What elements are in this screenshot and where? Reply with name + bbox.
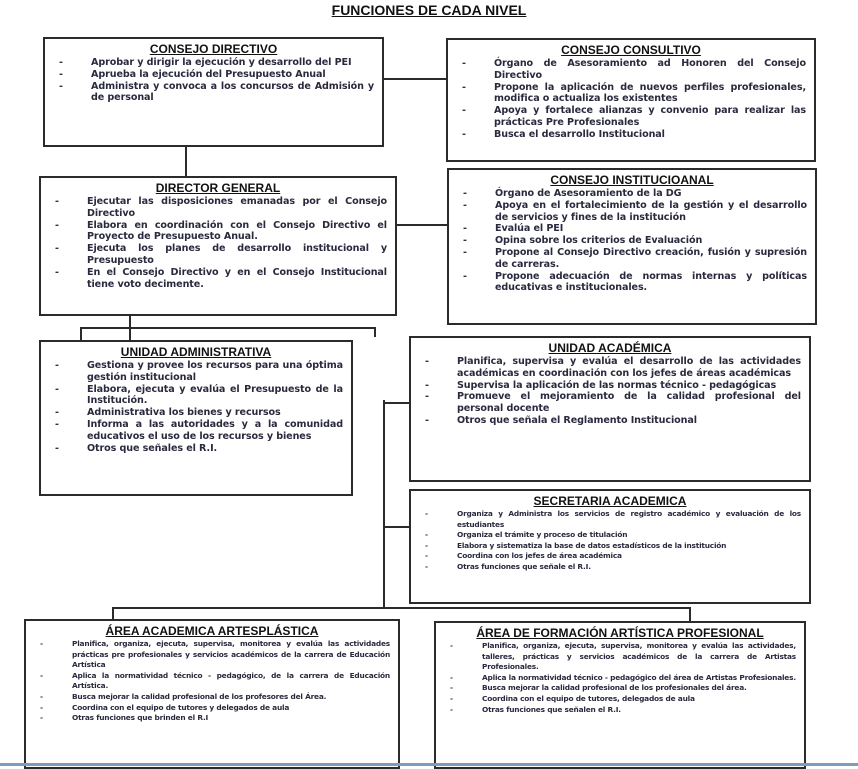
- connector-spine-uac: [383, 402, 409, 404]
- list-item: - Organiza y Administra los servicios de registro académico y evaluación de los estudiantes: [419, 509, 801, 530]
- connector-units-horizontal-2: [80, 327, 376, 329]
- list-item: - Opina sobre los criterios de Evaluación: [457, 235, 807, 247]
- area-formacion-artistica-box: [434, 621, 806, 769]
- list-item: - Elabora en coordinación con el Consejo Directivo el Proyecto de Presupuesto Anual.: [49, 220, 387, 244]
- list-item: - Elabora y sistematiza la base de datos estadísticos de la institución: [419, 541, 801, 552]
- list-item: - Otras funciones que señale el R.I.: [419, 562, 801, 573]
- list-item: - Supervisa la aplicación de las normas técnico - pedagógicas: [419, 380, 801, 392]
- connector-areas-horizontal: [112, 607, 690, 609]
- list-item: - Aplica la normatividad técnico - pedagógico del área de Artistas Profesionales.: [444, 673, 796, 684]
- list-item: - Coordina con el equipo de tutores y delegados de aula: [34, 703, 390, 714]
- unidad-administrativa-title: UNIDAD ADMINISTRATIVA: [120, 345, 272, 359]
- consejo-directivo-box: [43, 37, 384, 147]
- list-item: - Busca mejorar la calidad profesional de los profesionales del área.: [444, 683, 796, 694]
- list-item: - Aplica la normatividad técnico - pedagógico, de la carrera de Educación Artística.: [34, 671, 390, 692]
- list-item: - Propone la aplicación de nuevos perfiles profesionales, modifica o actualiza los existentes: [456, 82, 806, 106]
- director-general-title: DIRECTOR GENERAL: [155, 181, 281, 195]
- list-item: - Elabora, ejecuta y evalúa el Presupuesto de la Institución.: [49, 384, 343, 408]
- consejo-consultivo-box: [446, 38, 816, 162]
- area-artesplastica-title: ÁREA ACADEMICA ARTESPLÁSTICA: [105, 624, 319, 638]
- list-item: - Organiza el trámite y proceso de titulación: [419, 530, 801, 541]
- consejo-consultivo-title: CONSEJO CONSULTIVO: [561, 43, 701, 57]
- connector-dg-ci: [395, 224, 448, 226]
- list-item: - Informa a las autoridades y a la comunidad educativos el uso de los recursos y bienes: [49, 419, 343, 443]
- consejo-directivo-title: CONSEJO DIRECTIVO: [149, 42, 278, 56]
- connector-academic-spine: [383, 400, 385, 608]
- list-item: - Planifica, supervisa y evalúa el desarrollo de las actividades académicas en coordinación con los jefes de áreas académicas: [419, 356, 801, 380]
- secretaria-academica-title: SECRETARIA ACADEMICA: [533, 494, 687, 508]
- consejo-institucional-box: [447, 168, 817, 325]
- secretaria-academica-box: [409, 489, 811, 604]
- list-item: - Ejecuta los planes de desarrollo institucional y Presupuesto: [49, 243, 387, 267]
- list-item: - Planifica, organiza, ejecuta, supervisa, monitorea y evalúa las actividades prácticas pre profesionales y servicios académicos de la carrera de Educación Artística: [34, 639, 390, 671]
- list-item: - Otras funciones que brinden el R.I: [34, 713, 390, 724]
- area-formacion-artistica-title: ÁREA DE FORMACIÓN ARTÍSTICA PROFESIONAL: [476, 626, 764, 640]
- list-item: - Otras funciones que señalen el R.I.: [444, 705, 796, 716]
- list-item: - Ejecutar las disposiciones emanadas por el Consejo Directivo: [49, 196, 387, 220]
- list-item: - Propone al Consejo Directivo creación, fusión y supresión de carreras.: [457, 247, 807, 271]
- list-item: - Evalúa el PEI: [457, 223, 807, 235]
- list-item: - Órgano de Asesoramiento de la DG: [457, 188, 807, 200]
- list-item: - Apoya y fortalece alianzas y convenio para realizar las prácticas Pre Profesionales: [456, 105, 806, 129]
- page-title: FUNCIONES DE CADA NIVEL: [331, 2, 527, 18]
- consejo-institucional-title: CONSEJO INSTITUCIOANAL: [550, 173, 714, 187]
- unidad-academica-box: [409, 336, 811, 482]
- list-item: - Aprobar y dirigir la ejecución y desarrollo del PEI: [53, 57, 374, 69]
- list-item: - Planifica, organiza, ejecuta, supervisa, monitorea y evalúa las actividades, talleres, prácticas y servicios académicos de la carrera de Artistas Profesionales.: [444, 641, 796, 673]
- connector-ua-down: [80, 327, 82, 341]
- connector-spine-sa: [383, 526, 409, 528]
- list-item: - En el Consejo Directivo y en el Consejo Institucional tiene voto decimente.: [49, 267, 387, 291]
- list-item: - Promueve el mejoramiento de la calidad profesional del personal docente: [419, 391, 801, 415]
- connector-cd-dg: [185, 146, 187, 176]
- connector-uac-down: [374, 327, 376, 337]
- list-item: - Administra y convoca a los concursos de Admisión y de personal: [53, 81, 374, 105]
- director-general-box: [39, 176, 397, 316]
- list-item: - Gestiona y provee los recursos para una óptima gestión institucional: [49, 360, 343, 384]
- list-item: - Aprueba la ejecución del Presupuesto Anual: [53, 69, 374, 81]
- unidad-academica-title: UNIDAD ACADÉMICA: [548, 341, 672, 355]
- connector-cd-cc: [383, 78, 447, 80]
- list-item: - Busca mejorar la calidad profesional de los profesores del Área.: [34, 692, 390, 703]
- list-item: - Busca el desarrollo Institucional: [456, 129, 806, 141]
- list-item: - Administrativa los bienes y recursos: [49, 407, 343, 419]
- list-item: - Otros que señala el Reglamento Institucional: [419, 415, 801, 427]
- list-item: - Apoya en el fortalecimiento de la gestión y el desarrollo de servicios y fines de la institución: [457, 200, 807, 224]
- unidad-administrativa-box: [39, 340, 353, 496]
- list-item: - Órgano de Asesoramiento ad Honoren del Consejo Directivo: [456, 58, 806, 82]
- list-item: - Coordina con los jefes de área académica: [419, 551, 801, 562]
- list-item: - Otros que señales el R.I.: [49, 443, 343, 455]
- list-item: - Propone adecuación de normas internas y políticas educativas e institucionales.: [457, 271, 807, 295]
- list-item: - Coordina con el equipo de tutores, delegados de aula: [444, 694, 796, 705]
- area-artesplastica-box: [24, 619, 400, 769]
